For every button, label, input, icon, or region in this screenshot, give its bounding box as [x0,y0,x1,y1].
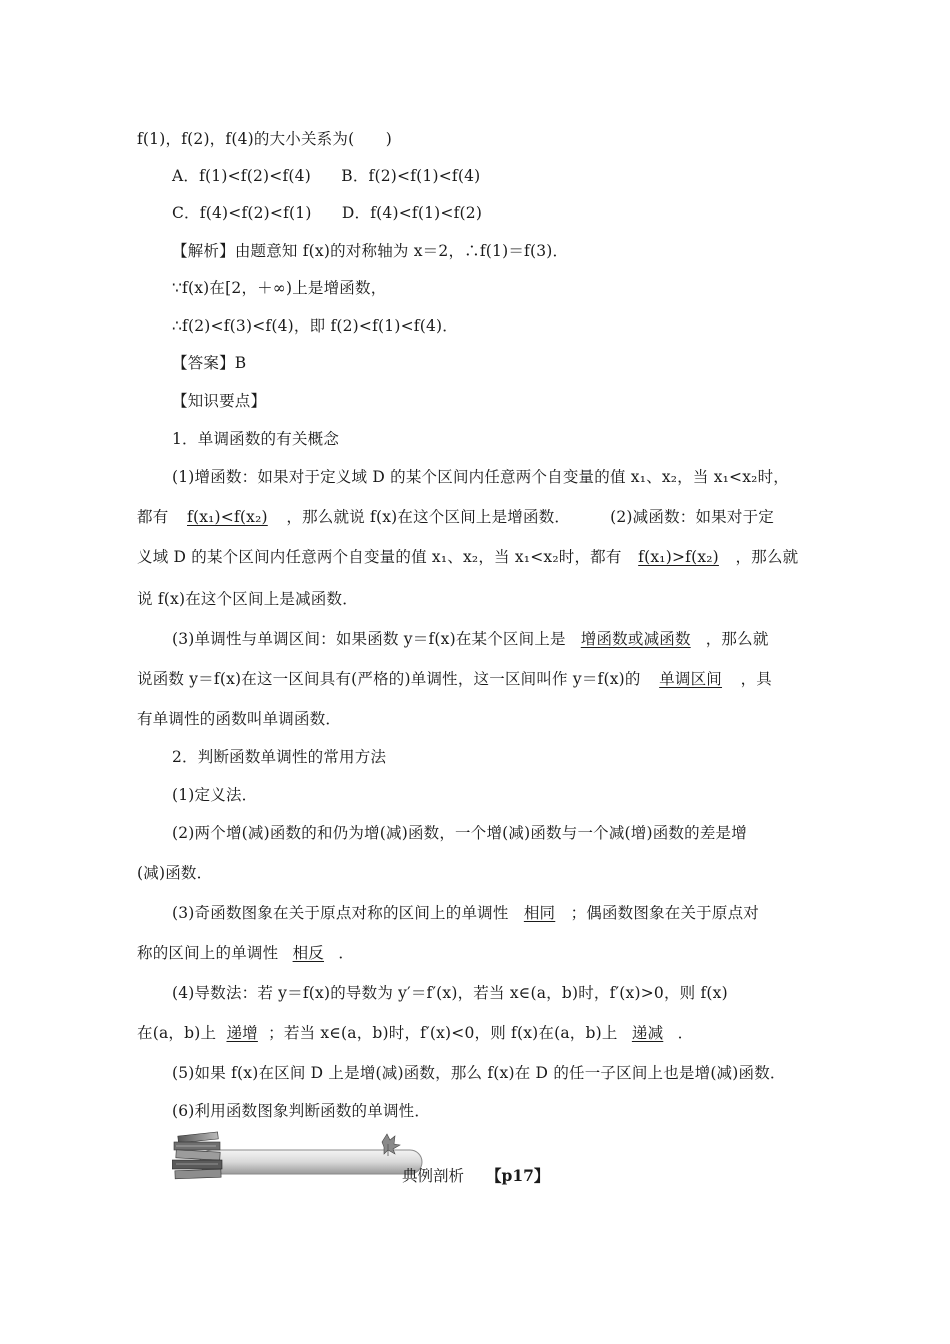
page-ref: 【p17】 [486,1166,550,1185]
question-stem: f(1)，f(2)，f(4)的大小关系为( ) [137,130,392,148]
answer-line: 【答案】B [172,354,247,372]
method-4-line-1: (4)导数法：若 y＝f(x)的导数为 y′＝f′(x)，若当 x∈(a，b)时，f′(x)>0，则 f(x) [172,984,728,1002]
method-2-line-2: (减)函数． [137,864,213,882]
method-4-line-2: 在(a，b)上 递增 ；若当 x∈(a，b)时，f′(x)<0，则 f(x)在(a，b)上 递减 ． [137,1024,694,1042]
option-a: A．f(1)<f(2)<f(4) [172,167,311,185]
option-c: C．f(4)<f(2)<f(1) [172,204,312,222]
analysis-tag: 【解析】 [172,242,235,260]
fill-blank-inc-or-dec: 增函数或减函数 [580,630,691,648]
analysis-text: 由题意知 f(x)的对称轴为 x＝2，∴f(1)＝f(3)． [234,242,569,260]
section-heading-2: 2．判断函数单调性的常用方法 [172,748,387,766]
fill-blank-same: 相同 [523,904,556,922]
therefore-line: ∴f(2)<f(3)<f(4)，即 f(2)<f(1)<f(4)． [172,317,458,335]
fill-blank-interval: 单调区间 [659,670,723,688]
increasing-def-line-2: 都有 f(x₁)<f(x₂) ，那么就说 f(x)在这个区间上是增函数． (2)减函数：如果对于定 [137,508,774,526]
options-row-1 [172,165,572,187]
section-banner-label [402,1164,549,1186]
monotonic-interval-line-1: (3)单调性与单调区间：如果函数 y＝f(x)在某个区间上是 增函数或减函数 ，那么就 [172,630,769,648]
monotonic-interval-line-2: 说函数 y＝f(x)在这一区间具有(严格的)单调性，这一区间叫作 y＝f(x)的 单调区间 ，具 [137,670,773,688]
increasing-def-line-1: (1)增函数：如果对于定义域 D 的某个区间内任意两个自变量的值 x₁、x₂，当 x₁<x₂时， [172,468,790,486]
method-3-line-1: (3)奇函数图象在关于原点对称的区间上的单调性 相同 ；偶函数图象在关于原点对 [172,904,759,922]
monotonic-interval-line-3: 有单调性的函数叫单调函数． [137,710,342,728]
method-3-line-2: 称的区间上的单调性 相反 ． [137,944,355,962]
method-5: (5)如果 f(x)在区间 D 上是增(减)函数，那么 f(x)在 D 的任一子区间上也是增(减)函数． [172,1064,786,1082]
example-analysis-title: 典例剖析 [402,1167,465,1185]
fill-blank-opposite: 相反 [292,944,325,962]
knowledge-heading: 【知识要点】 [172,392,267,410]
section-heading-1: 1．单调函数的有关概念 [172,430,340,448]
options-row-2 [172,202,572,224]
method-6: (6)利用函数图象判断函数的单调性． [172,1102,431,1120]
method-2-line-1: (2)两个增(减)函数的和仍为增(减)函数，一个增(减)函数与一个减(增)函数的差是增 [172,824,747,842]
decreasing-def-end: 说 f(x)在这个区间上是减函数． [137,590,358,608]
option-d: D．f(4)<f(1)<f(2) [341,204,483,222]
method-1: (1)定义法． [172,786,258,804]
fill-blank-decreasing-2: 递减 [631,1024,664,1042]
option-b: B．f(2)<f(1)<f(4) [341,167,481,185]
fill-blank-decreasing: f(x₁)>f(x₂) [638,548,719,566]
because-line: ∵f(x)在[2，＋∞)上是增函数， [172,279,387,297]
fill-blank-increasing-2: 递增 [226,1024,258,1042]
fill-blank-increasing: f(x₁)<f(x₂) [187,508,268,526]
decreasing-def-line: 义域 D 的某个区间内任意两个自变量的值 x₁、x₂，当 x₁<x₂时，都有 f(x₁)>f(x₂) ，那么就 [137,548,799,566]
books-icon [172,1132,222,1179]
analysis-line [172,240,852,262]
